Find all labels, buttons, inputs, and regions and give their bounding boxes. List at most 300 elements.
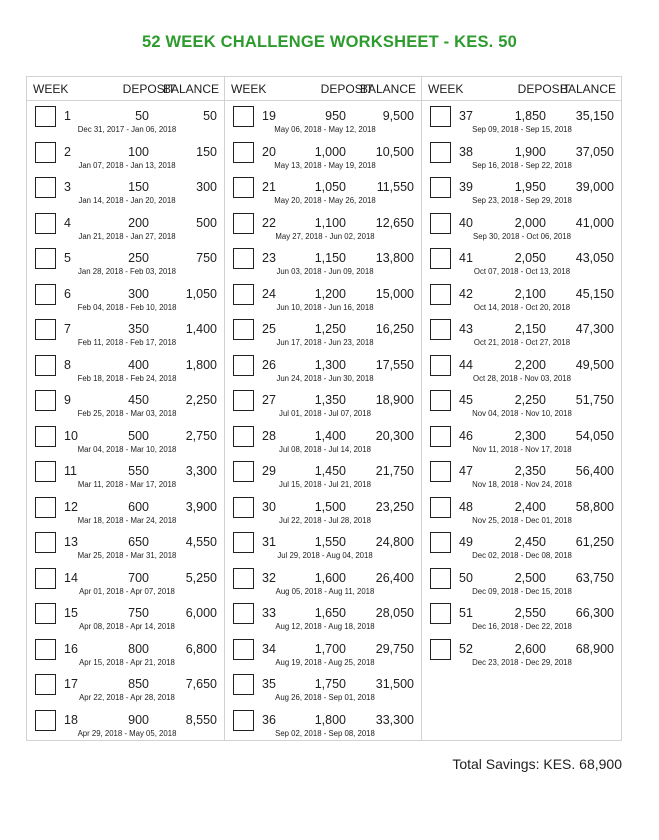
week-date-range: Jan 14, 2018 - Jan 20, 2018 xyxy=(78,196,176,205)
deposit-amount: 2,600 xyxy=(514,641,546,656)
week-checkbox[interactable] xyxy=(35,426,56,447)
week-number: 43 xyxy=(459,322,473,336)
week-checkbox[interactable] xyxy=(430,284,451,305)
deposit-amount: 1,000 xyxy=(314,144,346,159)
week-number: 39 xyxy=(459,180,473,194)
balance-amount: 4,550 xyxy=(185,535,217,549)
table-row xyxy=(225,243,421,279)
week-checkbox[interactable] xyxy=(430,568,451,589)
week-number: 3 xyxy=(64,180,71,194)
week-number: 51 xyxy=(459,606,473,620)
week-date-range: Oct 14, 2018 - Oct 20, 2018 xyxy=(473,302,571,312)
header-balance: BALANCE xyxy=(559,82,616,96)
week-number: 34 xyxy=(262,641,276,656)
deposit-amount: 2,250 xyxy=(514,393,546,407)
balance-amount: 750 xyxy=(196,251,217,265)
worksheet-column-2 xyxy=(224,77,421,740)
deposit-amount: 650 xyxy=(128,535,149,549)
week-number: 14 xyxy=(64,570,78,585)
deposit-amount: 50 xyxy=(135,109,149,123)
week-date-range: Feb 11, 2018 - Feb 17, 2018 xyxy=(77,338,177,347)
table-row xyxy=(27,208,224,244)
week-checkbox[interactable] xyxy=(233,497,254,518)
week-date-range: May 06, 2018 - May 12, 2018 xyxy=(274,125,376,134)
table-row xyxy=(27,421,224,457)
week-checkbox[interactable] xyxy=(233,213,254,234)
week-date-range: Dec 31, 2017 - Jan 06, 2018 xyxy=(77,125,177,134)
week-date-range: Dec 09, 2018 - Dec 15, 2018 xyxy=(472,586,572,596)
table-row xyxy=(422,279,621,315)
table-row xyxy=(225,563,421,599)
week-checkbox[interactable] xyxy=(233,319,254,340)
table-row xyxy=(225,669,421,705)
week-checkbox[interactable] xyxy=(233,603,254,624)
deposit-amount: 100 xyxy=(128,144,149,159)
balance-amount: 39,000 xyxy=(575,180,614,194)
week-number: 38 xyxy=(459,144,473,159)
balance-amount: 7,650 xyxy=(185,677,217,691)
deposit-amount: 400 xyxy=(128,357,149,372)
week-checkbox[interactable] xyxy=(233,106,254,127)
week-number: 19 xyxy=(262,109,276,123)
week-checkbox[interactable] xyxy=(430,142,451,163)
table-row xyxy=(27,385,224,421)
week-date-range: Apr 08, 2018 - Apr 14, 2018 xyxy=(79,622,175,631)
deposit-amount: 450 xyxy=(128,393,149,407)
deposit-amount: 1,550 xyxy=(314,535,346,549)
table-row xyxy=(422,527,621,563)
table-row xyxy=(422,101,621,137)
deposit-amount: 1,400 xyxy=(314,428,346,443)
table-row xyxy=(422,137,621,173)
week-date-range: Apr 01, 2018 - Apr 07, 2018 xyxy=(79,586,175,596)
week-checkbox[interactable] xyxy=(430,532,451,553)
week-date-range: Apr 15, 2018 - Apr 21, 2018 xyxy=(79,657,175,667)
deposit-amount: 2,400 xyxy=(514,499,546,514)
week-number: 36 xyxy=(262,712,276,727)
balance-amount: 51,750 xyxy=(575,393,614,407)
week-checkbox[interactable] xyxy=(430,106,451,127)
week-number: 32 xyxy=(262,570,276,585)
deposit-amount: 900 xyxy=(128,712,149,727)
balance-amount: 43,050 xyxy=(575,251,614,265)
week-number: 29 xyxy=(262,464,276,478)
deposit-amount: 2,050 xyxy=(514,251,546,265)
deposit-amount: 1,900 xyxy=(514,144,546,159)
table-row xyxy=(422,314,621,350)
week-checkbox[interactable] xyxy=(233,674,254,695)
table-row xyxy=(27,598,224,634)
balance-amount: 47,300 xyxy=(575,322,614,336)
column-header xyxy=(27,77,224,101)
table-row xyxy=(225,314,421,350)
table-row xyxy=(27,456,224,492)
balance-amount: 11,550 xyxy=(376,180,414,194)
table-row xyxy=(225,705,421,741)
week-number: 25 xyxy=(262,322,276,336)
week-date-range: Feb 25, 2018 - Mar 03, 2018 xyxy=(77,409,177,418)
week-checkbox[interactable] xyxy=(430,319,451,340)
balance-amount: 54,050 xyxy=(575,428,614,443)
balance-amount: 500 xyxy=(196,215,217,230)
week-date-range: Oct 07, 2018 - Oct 13, 2018 xyxy=(473,267,571,276)
worksheet-column-1 xyxy=(27,77,224,740)
week-number: 2 xyxy=(64,144,71,159)
header-week: WEEK xyxy=(231,82,267,96)
week-date-range: Apr 29, 2018 - May 05, 2018 xyxy=(77,728,177,738)
week-date-range: Jun 17, 2018 - Jun 23, 2018 xyxy=(276,338,374,347)
deposit-amount: 1,100 xyxy=(314,215,346,230)
week-checkbox[interactable] xyxy=(430,497,451,518)
header-deposit: DEPOSIT xyxy=(320,82,374,96)
week-date-range: Sep 30, 2018 - Oct 06, 2018 xyxy=(473,231,571,241)
table-row xyxy=(27,279,224,315)
balance-amount: 3,900 xyxy=(185,499,217,514)
week-number: 24 xyxy=(262,286,276,301)
total-savings: Total Savings: KES. 68,900 xyxy=(452,756,622,772)
week-date-range: Jun 10, 2018 - Jun 16, 2018 xyxy=(276,302,374,312)
balance-amount: 8,550 xyxy=(185,712,217,727)
deposit-amount: 1,250 xyxy=(314,322,346,336)
week-checkbox[interactable] xyxy=(35,142,56,163)
week-number: 17 xyxy=(64,677,78,691)
week-date-range: Apr 22, 2018 - Apr 28, 2018 xyxy=(79,693,175,702)
week-checkbox[interactable] xyxy=(233,177,254,198)
deposit-amount: 2,200 xyxy=(514,357,546,372)
balance-amount: 68,900 xyxy=(575,641,614,656)
header-balance: BALANCE xyxy=(359,82,416,96)
week-number: 15 xyxy=(64,606,78,620)
week-checkbox[interactable] xyxy=(430,603,451,624)
balance-amount: 6,800 xyxy=(185,641,217,656)
week-date-range: Jul 15, 2018 - Jul 21, 2018 xyxy=(279,480,371,489)
balance-amount: 12,650 xyxy=(375,215,414,230)
table-row xyxy=(422,208,621,244)
week-checkbox[interactable] xyxy=(430,390,451,411)
table-row xyxy=(422,563,621,599)
balance-amount: 21,750 xyxy=(375,464,414,478)
week-date-range: Aug 19, 2018 - Aug 25, 2018 xyxy=(275,657,375,667)
week-checkbox[interactable] xyxy=(35,568,56,589)
balance-amount: 41,000 xyxy=(575,215,614,230)
balance-amount: 300 xyxy=(196,180,217,194)
week-checkbox[interactable] xyxy=(430,639,451,660)
balance-amount: 20,300 xyxy=(375,428,414,443)
week-checkbox[interactable] xyxy=(430,177,451,198)
week-checkbox[interactable] xyxy=(35,497,56,518)
balance-amount: 37,050 xyxy=(575,144,614,159)
week-date-range: May 27, 2018 - Jun 02, 2018 xyxy=(275,231,375,241)
deposit-amount: 2,500 xyxy=(514,570,546,585)
week-checkbox[interactable] xyxy=(233,639,254,660)
week-date-range: Dec 02, 2018 - Dec 08, 2018 xyxy=(472,551,572,560)
balance-amount: 18,900 xyxy=(375,393,414,407)
week-checkbox[interactable] xyxy=(35,177,56,198)
balance-amount: 1,800 xyxy=(185,357,217,372)
table-row xyxy=(27,243,224,279)
balance-amount: 150 xyxy=(196,144,217,159)
week-checkbox[interactable] xyxy=(35,213,56,234)
week-number: 20 xyxy=(262,144,276,159)
week-checkbox[interactable] xyxy=(35,461,56,482)
table-row xyxy=(27,137,224,173)
week-number: 7 xyxy=(64,322,71,336)
deposit-amount: 2,450 xyxy=(514,535,546,549)
deposit-amount: 200 xyxy=(128,215,149,230)
balance-amount: 3,300 xyxy=(185,464,217,478)
week-number: 13 xyxy=(64,535,78,549)
deposit-amount: 1,200 xyxy=(314,286,346,301)
week-checkbox[interactable] xyxy=(35,319,56,340)
week-number: 21 xyxy=(262,180,276,194)
week-date-range: Nov 04, 2018 - Nov 10, 2018 xyxy=(472,409,572,418)
week-number: 42 xyxy=(459,286,473,301)
balance-amount: 61,250 xyxy=(575,535,614,549)
week-number: 9 xyxy=(64,393,71,407)
week-number: 44 xyxy=(459,357,473,372)
week-checkbox[interactable] xyxy=(430,461,451,482)
worksheet-table xyxy=(26,76,622,741)
week-number: 22 xyxy=(262,215,276,230)
table-row xyxy=(27,705,224,741)
week-date-range: Nov 25, 2018 - Dec 01, 2018 xyxy=(472,515,572,525)
deposit-amount: 1,800 xyxy=(314,712,346,727)
week-date-range: Sep 23, 2018 - Sep 29, 2018 xyxy=(472,196,572,205)
deposit-amount: 600 xyxy=(128,499,149,514)
week-date-range: Jan 21, 2018 - Jan 27, 2018 xyxy=(78,231,176,241)
table-row xyxy=(225,634,421,670)
week-number: 27 xyxy=(262,393,276,407)
week-date-range: Dec 23, 2018 - Dec 29, 2018 xyxy=(472,657,572,667)
week-checkbox[interactable] xyxy=(35,390,56,411)
deposit-amount: 1,150 xyxy=(314,251,346,265)
deposit-amount: 550 xyxy=(128,464,149,478)
week-date-range: Jun 03, 2018 - Jun 09, 2018 xyxy=(276,267,374,276)
week-number: 52 xyxy=(459,641,473,656)
deposit-amount: 750 xyxy=(128,606,149,620)
balance-amount: 63,750 xyxy=(575,570,614,585)
deposit-amount: 1,050 xyxy=(314,180,346,194)
week-date-range: Aug 26, 2018 - Sep 01, 2018 xyxy=(275,693,375,702)
week-number: 28 xyxy=(262,428,276,443)
page-title: 52 WEEK CHALLENGE WORKSHEET - KES. 50 xyxy=(141,33,518,51)
week-checkbox[interactable] xyxy=(430,426,451,447)
deposit-amount: 150 xyxy=(128,180,149,194)
week-checkbox[interactable] xyxy=(35,284,56,305)
table-row xyxy=(225,421,421,457)
week-date-range: Sep 02, 2018 - Sep 08, 2018 xyxy=(275,728,375,738)
week-date-range: May 13, 2018 - May 19, 2018 xyxy=(274,160,376,170)
table-row xyxy=(422,350,621,386)
deposit-amount: 500 xyxy=(128,428,149,443)
deposit-amount: 350 xyxy=(128,322,149,336)
balance-amount: 1,400 xyxy=(185,322,217,336)
balance-amount: 29,750 xyxy=(375,641,414,656)
table-row xyxy=(225,101,421,137)
worksheet-column-3 xyxy=(421,77,621,740)
header-week: WEEK xyxy=(33,82,69,96)
balance-amount: 24,800 xyxy=(375,535,414,549)
table-row xyxy=(27,634,224,670)
header-balance: BALANCE xyxy=(162,82,219,96)
week-checkbox[interactable] xyxy=(233,142,254,163)
week-date-range: Dec 16, 2018 - Dec 22, 2018 xyxy=(472,622,572,631)
table-row xyxy=(225,137,421,173)
table-row xyxy=(225,279,421,315)
week-checkbox[interactable] xyxy=(233,248,254,269)
week-date-range: Feb 18, 2018 - Feb 24, 2018 xyxy=(77,373,177,383)
table-row xyxy=(225,598,421,634)
week-number: 18 xyxy=(64,712,78,727)
week-checkbox[interactable] xyxy=(233,461,254,482)
table-row xyxy=(27,314,224,350)
week-date-range: May 20, 2018 - May 26, 2018 xyxy=(274,196,376,205)
balance-amount: 58,800 xyxy=(575,499,614,514)
table-row xyxy=(225,456,421,492)
week-number: 33 xyxy=(262,606,276,620)
week-date-range: Jun 24, 2018 - Jun 30, 2018 xyxy=(276,373,374,383)
week-checkbox[interactable] xyxy=(233,355,254,376)
deposit-amount: 1,300 xyxy=(314,357,346,372)
deposit-amount: 1,700 xyxy=(314,641,346,656)
balance-amount: 2,750 xyxy=(185,428,217,443)
week-checkbox[interactable] xyxy=(35,710,56,731)
table-row xyxy=(422,456,621,492)
deposit-amount: 2,000 xyxy=(514,215,546,230)
week-date-range: Mar 18, 2018 - Mar 24, 2018 xyxy=(77,515,177,525)
deposit-amount: 1,600 xyxy=(314,570,346,585)
week-checkbox[interactable] xyxy=(35,603,56,624)
week-date-range: Sep 09, 2018 - Sep 15, 2018 xyxy=(472,125,572,134)
week-number: 41 xyxy=(459,251,473,265)
deposit-amount: 1,450 xyxy=(314,464,346,478)
week-checkbox[interactable] xyxy=(233,532,254,553)
header-deposit: DEPOSIT xyxy=(122,82,176,96)
deposit-amount: 1,950 xyxy=(514,180,546,194)
week-number: 11 xyxy=(64,464,77,478)
column-header xyxy=(225,77,421,101)
balance-amount: 35,150 xyxy=(575,109,614,123)
table-row xyxy=(27,492,224,528)
week-number: 49 xyxy=(459,535,473,549)
balance-amount: 26,400 xyxy=(375,570,414,585)
table-row xyxy=(27,350,224,386)
table-row xyxy=(27,563,224,599)
week-number: 26 xyxy=(262,357,276,372)
week-date-range: Aug 12, 2018 - Aug 18, 2018 xyxy=(275,622,375,631)
balance-amount: 17,550 xyxy=(375,357,414,372)
deposit-amount: 1,850 xyxy=(514,109,546,123)
week-date-range: Jan 07, 2018 - Jan 13, 2018 xyxy=(78,160,176,170)
balance-amount: 1,050 xyxy=(185,286,217,301)
balance-amount: 2,250 xyxy=(185,393,217,407)
week-number: 16 xyxy=(64,641,78,656)
balance-amount: 50 xyxy=(203,109,217,123)
deposit-amount: 1,500 xyxy=(314,499,346,514)
balance-amount: 10,500 xyxy=(375,144,414,159)
week-number: 23 xyxy=(262,251,276,265)
week-number: 45 xyxy=(459,393,473,407)
deposit-amount: 700 xyxy=(128,570,149,585)
week-number: 8 xyxy=(64,357,71,372)
balance-amount: 49,500 xyxy=(575,357,614,372)
table-row xyxy=(225,492,421,528)
deposit-amount: 250 xyxy=(128,251,149,265)
week-number: 12 xyxy=(64,499,78,514)
balance-amount: 5,250 xyxy=(185,570,217,585)
balance-amount: 13,800 xyxy=(375,251,414,265)
week-number: 30 xyxy=(262,499,276,514)
week-checkbox[interactable] xyxy=(233,426,254,447)
week-checkbox[interactable] xyxy=(233,568,254,589)
week-date-range: Mar 11, 2018 - Mar 17, 2018 xyxy=(77,480,177,489)
deposit-amount: 800 xyxy=(128,641,149,656)
deposit-amount: 2,150 xyxy=(514,322,546,336)
week-number: 5 xyxy=(64,251,71,265)
table-row xyxy=(422,492,621,528)
week-number: 47 xyxy=(459,464,473,478)
week-checkbox[interactable] xyxy=(233,284,254,305)
deposit-amount: 850 xyxy=(128,677,149,691)
week-number: 35 xyxy=(262,677,276,691)
balance-amount: 9,500 xyxy=(382,109,414,123)
week-date-range: Mar 25, 2018 - Mar 31, 2018 xyxy=(77,551,177,560)
deposit-amount: 2,350 xyxy=(514,464,546,478)
week-checkbox[interactable] xyxy=(430,355,451,376)
balance-amount: 33,300 xyxy=(375,712,414,727)
week-checkbox[interactable] xyxy=(35,532,56,553)
balance-amount: 66,300 xyxy=(575,606,614,620)
balance-amount: 31,500 xyxy=(375,677,414,691)
balance-amount: 23,250 xyxy=(375,499,414,514)
deposit-amount: 1,750 xyxy=(314,677,346,691)
table-row xyxy=(225,350,421,386)
week-date-range: Jul 29, 2018 - Aug 04, 2018 xyxy=(277,551,373,560)
balance-amount: 15,000 xyxy=(375,286,414,301)
table-row xyxy=(27,172,224,208)
deposit-amount: 300 xyxy=(128,286,149,301)
week-date-range: Jul 01, 2018 - Jul 07, 2018 xyxy=(279,409,371,418)
week-checkbox[interactable] xyxy=(233,710,254,731)
week-checkbox[interactable] xyxy=(35,106,56,127)
week-date-range: Feb 04, 2018 - Feb 10, 2018 xyxy=(77,302,177,312)
week-number: 46 xyxy=(459,428,473,443)
week-checkbox[interactable] xyxy=(430,213,451,234)
table-row xyxy=(422,634,621,670)
week-date-range: Aug 05, 2018 - Aug 11, 2018 xyxy=(275,586,375,596)
table-row xyxy=(422,598,621,634)
balance-amount: 28,050 xyxy=(375,606,414,620)
table-row xyxy=(27,527,224,563)
week-number: 40 xyxy=(459,215,473,230)
week-checkbox[interactable] xyxy=(35,355,56,376)
table-row xyxy=(422,243,621,279)
week-date-range: Jul 22, 2018 - Jul 28, 2018 xyxy=(279,515,371,525)
week-checkbox[interactable] xyxy=(35,639,56,660)
week-number: 1 xyxy=(64,109,71,123)
week-checkbox[interactable] xyxy=(430,248,451,269)
table-row xyxy=(225,172,421,208)
column-header xyxy=(422,77,621,101)
balance-amount: 45,150 xyxy=(575,286,614,301)
week-checkbox[interactable] xyxy=(233,390,254,411)
week-date-range: Oct 28, 2018 - Nov 03, 2018 xyxy=(473,373,571,383)
week-number: 50 xyxy=(459,570,473,585)
week-date-range: Sep 16, 2018 - Sep 22, 2018 xyxy=(472,160,572,170)
week-number: 6 xyxy=(64,286,71,301)
week-checkbox[interactable] xyxy=(35,674,56,695)
week-checkbox[interactable] xyxy=(35,248,56,269)
